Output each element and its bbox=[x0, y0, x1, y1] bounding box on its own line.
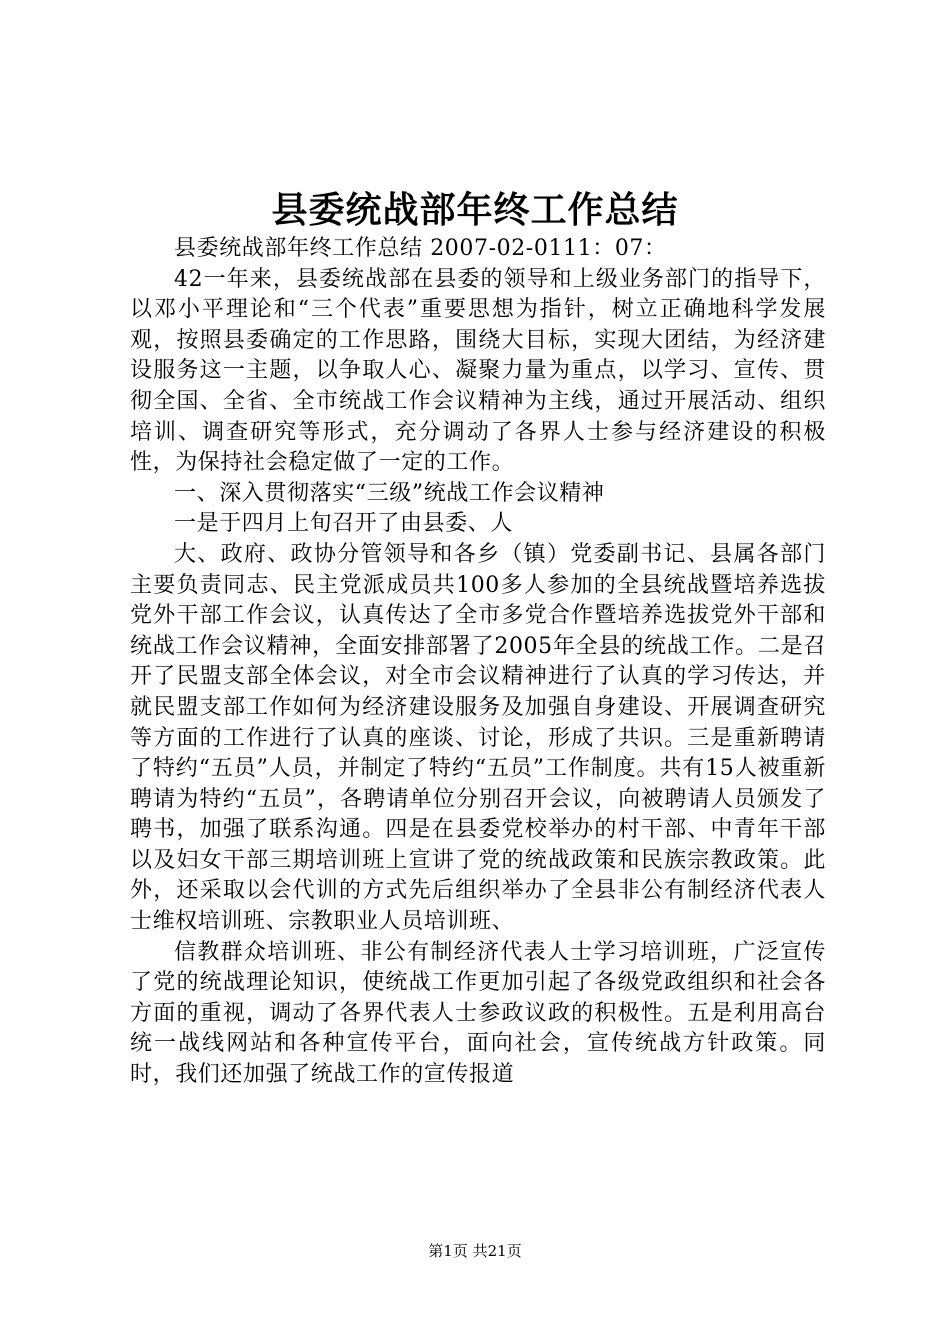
page-number: 第1页 共21页 bbox=[428, 1242, 522, 1260]
paragraph-item-1: 一是于四月上旬召开了由县委、人 bbox=[174, 511, 514, 537]
paragraph-item-1-cont: 大、政府、政协分管领导和各乡（镇）党委副书记、县属各部门主要负责同志、民主党派成员共100多人参加的全县统战暨培养选拔党外干部工作会议，认真传达了全市多党合作暨培养选拔党外干部和统战工作会议精神，全面安排部署了2005年全县的统战工作。二是召开了民盟支部全体会议，对全市会议精神进行了认真的学习传达，并就民盟支部工作如何为经济建设服务及加强自身建设、开展调查研究等方面的工作进行了认真的座谈、讨论，形成了共识。三是重新聘请了特约“五员”人员，并制定了特约“五员”工作制度。共有15人被重新聘请为特约“五员”，各聘请单位分别召开会议，向被聘请人员颁发了聘书，加强了联系沟通。四是在县委党校举办的村干部、中青年干部以及妇女干部三期培训班上宣讲了党的统战政策和民族宗教政策。此外，还采取以会代训的方式先后组织举办了全县非公有制经济代表人士维权培训班、宗教职业人员培训班、 bbox=[130, 541, 826, 935]
document-title: 县委统战部年终工作总结 bbox=[271, 189, 679, 231]
document-body bbox=[130, 234, 826, 1091]
paragraph-header-line: 县委统战部年终工作总结 2007-02-0111：07： bbox=[174, 236, 667, 261]
section-heading-1: 一、深入贯彻落实“三级”统战工作会议精神 bbox=[174, 480, 605, 506]
paragraph-intro: 42一年来，县委统战部在县委的领导和上级业务部门的指导下，以邓小平理论和“三个代表”重要思想为指针，树立正确地科学发展观，按照县委确定的工作思路，围绕大目标，实现大团结，为经济建设服务这一主题，以争取人心、凝聚力量为重点，以学习、宣传、贯彻全国、全省、全市统战工作会议精神为主线，通过开展活动、组织培训、调查研究等形式，充分调动了各界人士参与经济建设的积极性，为保持社会稳定做了一定的工作。 bbox=[130, 266, 826, 476]
page-footer bbox=[0, 1240, 950, 1262]
paragraph-training: 信教群众培训班、非公有制经济代表人士学习培训班，广泛宣传了党的统战理论知识，使统战工作更加引起了各级党政组织和社会各方面的重视，调动了各界代表人士参政议政的积极性。五是利用高台统一战线网站和各种宣传平台，面向社会，宣传统战方针政策。同时，我们还加强了统战工作的宣传报道 bbox=[130, 939, 826, 1088]
